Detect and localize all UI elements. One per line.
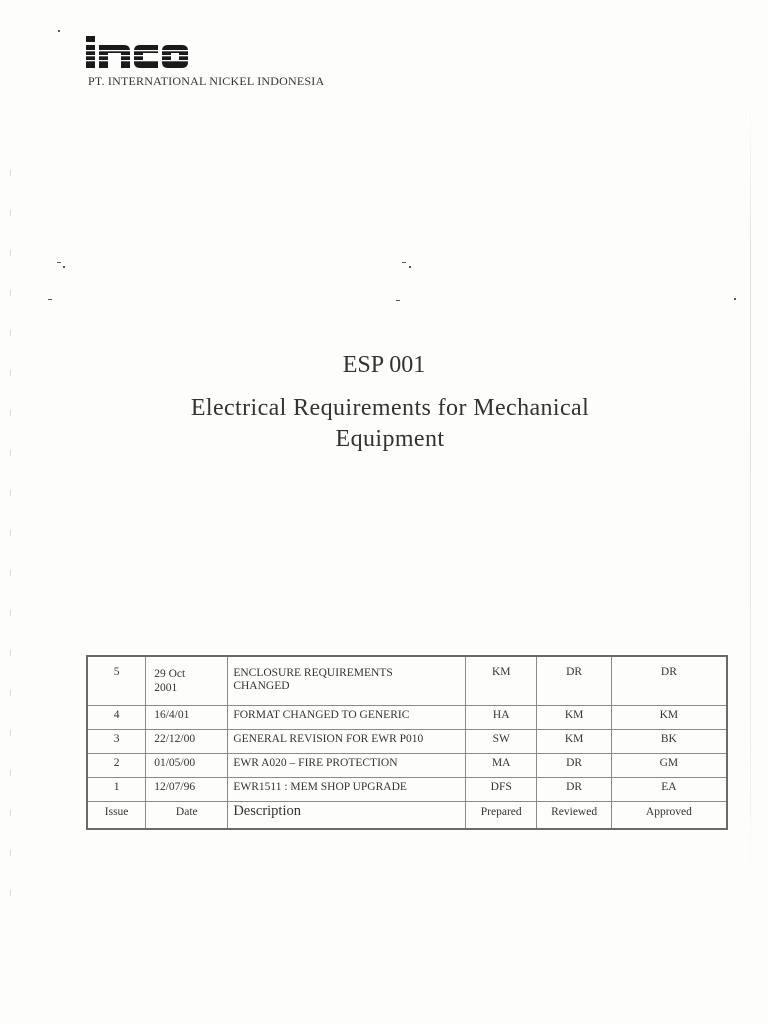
approved-cell: KM (611, 706, 727, 730)
prepared-cell: HA (466, 706, 537, 730)
scan-speck (57, 262, 61, 263)
reviewed-cell: DR (537, 754, 611, 778)
description-line1: ENCLOSURE REQUIREMENTS (233, 667, 393, 679)
document-title-line1: Electrical Requirements for Mechanical (190, 395, 590, 421)
approved-cell: DR (611, 656, 727, 706)
issue-cell: 3 (87, 730, 146, 754)
scan-speck (63, 266, 65, 268)
scan-speck (402, 262, 406, 263)
approved-header: Approved (611, 802, 727, 830)
scan-speck (58, 30, 60, 32)
scan-speck (396, 300, 400, 301)
inco-logo (86, 34, 188, 70)
document-title (120, 393, 660, 455)
scan-speck (409, 266, 411, 268)
issue-cell: 1 (87, 778, 146, 802)
description-cell: GENERAL REVISION FOR EWR P010 (228, 730, 466, 754)
reviewed-header: Reviewed (537, 802, 611, 830)
scan-speck (48, 299, 52, 300)
description-cell: EWR A020 – FIRE PROTECTION (228, 754, 466, 778)
date-cell: 22/12/00 (146, 730, 228, 754)
reviewed-cell: DR (537, 656, 611, 706)
prepared-cell: DFS (466, 778, 537, 802)
inco-logo-graphic (86, 34, 188, 70)
description-header: Description (228, 802, 466, 830)
approved-cell: GM (611, 754, 727, 778)
reviewed-cell: KM (537, 730, 611, 754)
issue-cell: 2 (87, 754, 146, 778)
scan-edge-left (10, 170, 11, 900)
prepared-cell: KM (466, 656, 537, 706)
document-code: ESP 001 (342, 352, 426, 378)
approved-cell: EA (611, 778, 727, 802)
scan-edge-right (750, 100, 751, 880)
date-header: Date (146, 802, 228, 830)
table-row (87, 754, 727, 778)
description-cell (228, 656, 466, 706)
issue-cell: 5 (87, 656, 146, 706)
date-line2: 2001 (154, 682, 178, 694)
issue-cell: 4 (87, 706, 146, 730)
table-header-row (87, 802, 727, 830)
prepared-cell: SW (466, 730, 537, 754)
date-cell (146, 656, 228, 706)
document-title-line2: Equipment (335, 426, 445, 452)
scan-speck (734, 298, 736, 300)
table-row (87, 778, 727, 802)
description-cell: FORMAT CHANGED TO GENERIC (228, 706, 466, 730)
approved-cell: BK (611, 730, 727, 754)
table-row (87, 656, 727, 706)
issue-header: Issue (87, 802, 146, 830)
description-line2: CHANGED (233, 680, 290, 692)
date-cell: 16/4/01 (146, 706, 228, 730)
reviewed-cell: KM (537, 706, 611, 730)
company-name: PT. INTERNATIONAL NICKEL INDONESIA (88, 74, 325, 88)
revision-table (86, 655, 728, 830)
date-cell: 01/05/00 (146, 754, 228, 778)
reviewed-cell: DR (537, 778, 611, 802)
date-cell: 12/07/96 (146, 778, 228, 802)
prepared-header: Prepared (466, 802, 537, 830)
table-row (87, 706, 727, 730)
table-row (87, 730, 727, 754)
description-cell: EWR1511 : MEM SHOP UPGRADE (228, 778, 466, 802)
prepared-cell: MA (466, 754, 537, 778)
date-line1: 29 Oct (154, 668, 186, 680)
